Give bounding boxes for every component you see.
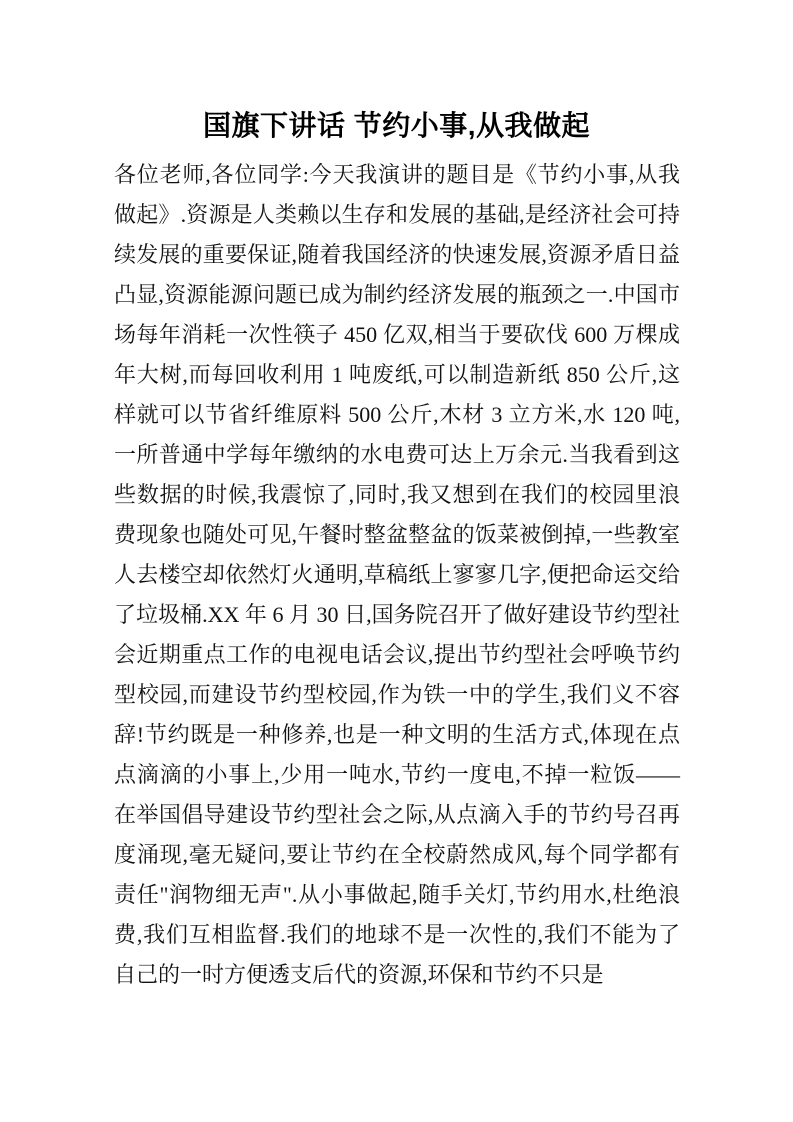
body-paragraph: 各位老师,各位同学:今天我演讲的题目是《节约小事,从我做起》.资源是人类赖以生存和发展的基础,是经济社会可持续发展的重要保证,随着我国经济的快速发展,资源矛盾日益凸显,资源能源问题已成为制约经济发展的瓶颈之一.中国市场每年消耗一次性筷子 450 亿双,相当于要砍伐 600 万棵成年大树,而每回收利用 1 吨废纸,可以制造新纸 850 公斤,这样就可以节省纤维原料 500 公斤,木材 3 立方米,水 120 吨,一所普通中学每年缴纳的水电费可达上万余元.当我看到这些数据的时候,我震惊了,同时,我又想到在我们的校园里浪费现象也随处可见,午餐时整盆整盆的饭菜被倒掉,一些教室人去楼空却依然灯火通明,草稿纸上寥寥几字,便把命运交给了垃圾桶.XX 年 6 月 30 日,国务院召开了做好建设节约型社会近期重点工作的电视电话会议,提出节约型社会呼唤节约型校园,而建设节约型校园,作为铁一中的学生,我们义不容辞!节约既是一种修养,也是一种文明的生活方式,体现在点点滴滴的小事上,少用一吨水,节约一度电,不掉一粒饭——在举国倡导建设节约型社会之际,从点滴入手的节约号召再度涌现,毫无疑问,要让节约在全校蔚然成风,每个同学都有责任"润物细无声".从小事做起,随手关灯,节约用水,杜绝浪费,我们互相监督.我们的地球不是一次性的,我们不能为了自己的一时方便透支后代的资源,环保和节约不只是 [114, 162, 680, 987]
page-title: 国旗下讲话 节约小事,从我做起 [202, 109, 591, 141]
document-body [114, 155, 680, 995]
